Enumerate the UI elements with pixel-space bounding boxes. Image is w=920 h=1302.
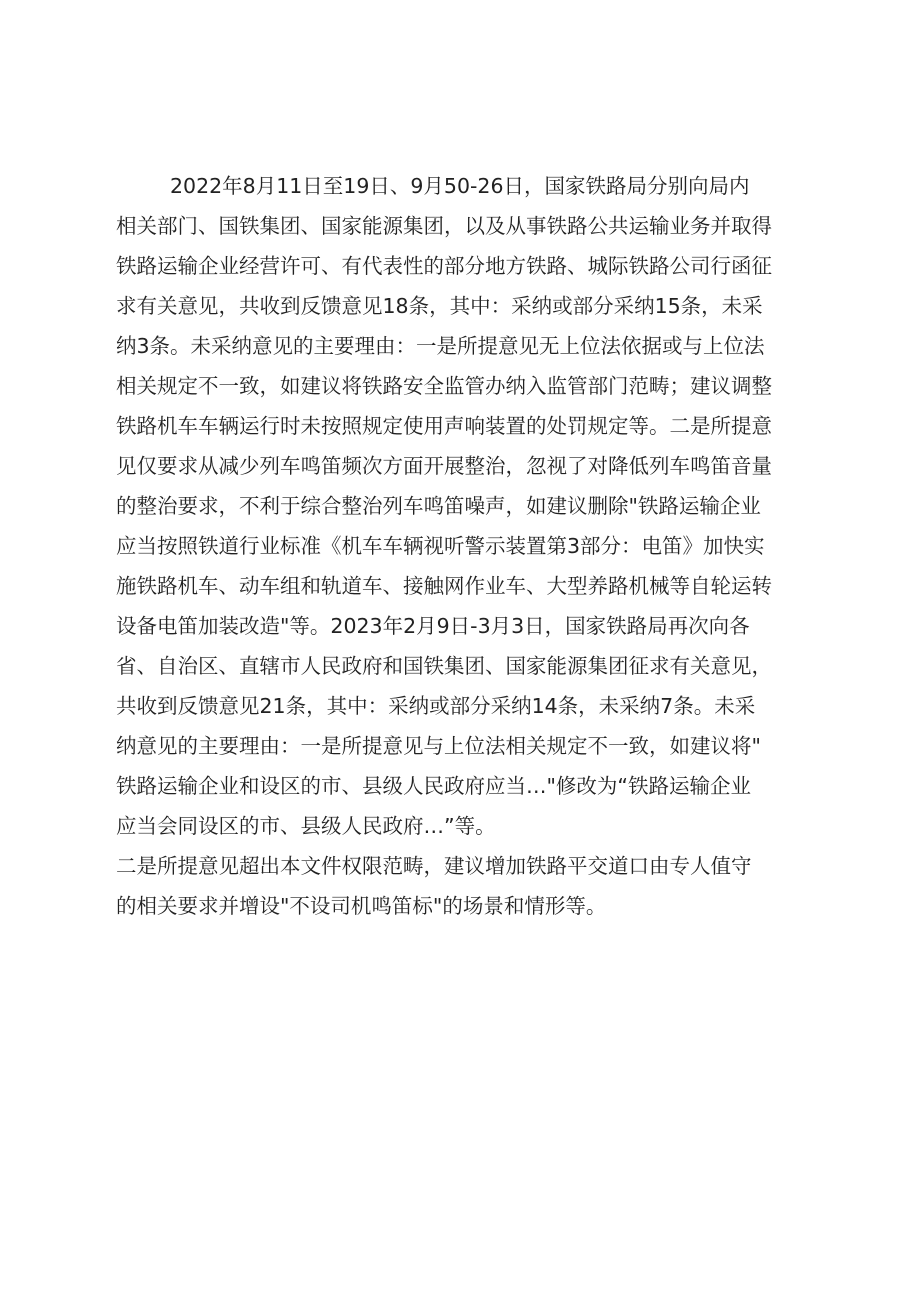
- text-line: 见仅要求从减少列车鸣笛频次方面开展整治，忽视了对降低列车鸣笛音量: [116, 454, 772, 478]
- text-line: 应当按照铁道行业标准《机车车辆视听警示装置第3部分：电笛》加快实: [116, 534, 765, 558]
- text-line: 设备电笛加装改造"等。2023年2月9日-3月3日，国家铁路局再次向各: [116, 614, 750, 638]
- body-paragraph: [116, 166, 836, 926]
- text-line: 施铁路机车、动车组和轨道车、接触网作业车、大型养路机械等自轮运转: [116, 574, 772, 598]
- text-line: 应当会同设区的市、县级人民政府…”等。: [116, 814, 496, 838]
- text-line: 纳意见的主要理由：一是所提意见与上位法相关规定不一致，如建议将": [116, 734, 761, 758]
- text-line: 省、自治区、直辖市人民政府和国铁集团、国家能源集团征求有关意见，: [116, 654, 772, 678]
- text-line: 的整治要求，不利于综合整治列车鸣笛噪声，如建议删除"铁路运输企业: [116, 494, 761, 518]
- text-line: 2022年8月11日至19日、9月50-26日，国家铁路局分别向局内: [170, 174, 750, 198]
- text-line: 的相关要求并增设"不设司机鸣笛标"的场景和情形等。: [116, 894, 607, 918]
- text-line: 相关规定不一致，如建议将铁路安全监管办纳入监管部门范畴；建议调整: [116, 374, 772, 398]
- text-line: 二是所提意见超出本文件权限范畴，建议增加铁路平交道口由专人值守: [116, 854, 752, 878]
- text-line: 共收到反馈意见21条，其中：采纳或部分采纳14条，未采纳7条。未采: [116, 694, 756, 718]
- text-line: 纳3条。未采纳意见的主要理由：一是所提意见无上位法依据或与上位法: [116, 334, 765, 358]
- text-line: 铁路运输企业经营许可、有代表性的部分地方铁路、城际铁路公司行函征: [116, 254, 772, 278]
- text-line: 铁路运输企业和设区的市、县级人民政府应当…"修改为“铁路运输企业: [116, 774, 752, 798]
- text-line: 求有关意见，共收到反馈意见18条，其中：采纳或部分采纳15条，未采: [116, 294, 763, 318]
- text-line: 铁路机车车辆运行时未按照规定使用声响装置的处罚规定等。二是所提意: [116, 414, 772, 438]
- text-line: 相关部门、国铁集团、国家能源集团，以及从事铁路公共运输业务并取得: [116, 214, 772, 238]
